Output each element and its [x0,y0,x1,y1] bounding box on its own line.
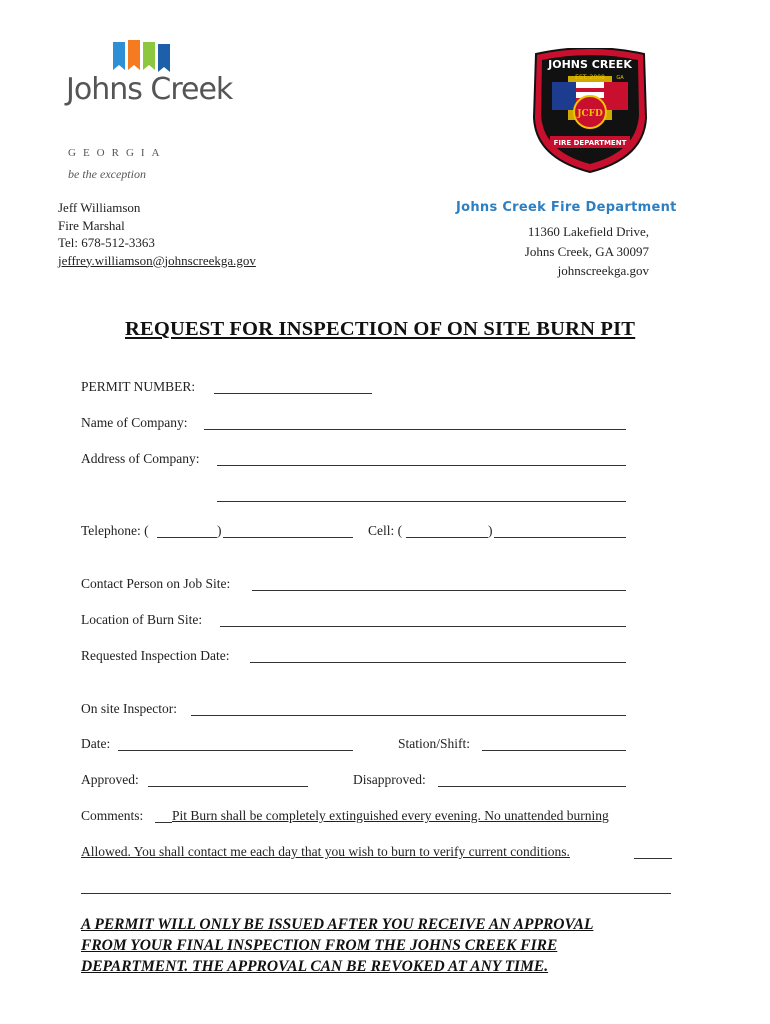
badge-monogram: JCFD [577,109,603,119]
onsite-inspector-label: On site Inspector: [81,701,177,716]
logo-city-name: Johns Creek [66,72,233,107]
cell-close-paren: ) [488,523,493,538]
disapproved-field[interactable] [438,786,626,787]
station-shift-field[interactable] [482,750,626,751]
cell-number-field[interactable] [494,537,626,538]
address-line-2: Johns Creek, GA 30097 [524,243,649,259]
badge-top-text: JOHNS CREEK [548,58,632,71]
telephone-number-field[interactable] [223,537,353,538]
fire-department-badge-icon [528,48,652,174]
fire-marshal-contact [58,199,256,269]
address-line-1: 11360 Lakefield Drive, [527,224,649,239]
flag-banners-icon [113,40,173,76]
notice-line-1: A PERMIT WILL ONLY BE ISSUED AFTER YOU RECEIVE AN APPROVAL [81,916,594,933]
logo-tagline: be the exception [68,167,146,181]
telephone-label: Telephone: ( [81,523,149,538]
inspection-date-label: Requested Inspection Date: [81,648,230,663]
contact-person-field[interactable] [252,590,626,591]
contact-email-link[interactable]: jeffrey.williamson@johnscreekga.gov [58,252,256,268]
comments-label: Comments: [81,808,144,823]
permit-number-field[interactable] [214,393,372,394]
cell-label: Cell: ( [368,523,403,538]
permit-number-label: PERMIT NUMBER: [81,379,196,394]
approved-field[interactable] [148,786,308,787]
notice-line-2: FROM YOUR FINAL INSPECTION FROM THE JOHNS CREEK FIRE [81,937,558,954]
contact-phone: Tel: 678-512-3363 [58,235,155,250]
comments-line-1: Pit Burn shall be completely extinguished every evening. No unattended burning [172,808,609,823]
disapproved-label: Disapproved: [353,772,426,787]
logo-state-name: GEORGIA [68,147,167,159]
company-address-label: Address of Company: [81,451,200,466]
comments-trail-line [634,858,672,859]
badge-est-text: EST. 2008 [575,74,605,81]
station-shift-label: Station/Shift: [398,736,471,751]
department-website: johnscreekga.gov [557,263,649,278]
company-address-field[interactable] [217,465,626,466]
inspection-date-field[interactable] [250,662,626,663]
department-address [525,222,649,281]
telephone-close-paren: ) [217,523,222,538]
date-field[interactable] [118,750,353,751]
contact-name: Jeff Williamson [58,200,141,215]
company-name-label: Name of Company: [81,415,188,430]
form-title: REQUEST FOR INSPECTION OF ON SITE BURN PIT [125,318,636,340]
contact-person-label: Contact Person on Job Site: [81,576,231,591]
notice-line-3: DEPARTMENT. THE APPROVAL CAN BE REVOKED AT ANY TIME. [81,958,549,975]
company-address-field-line-2[interactable] [217,501,626,502]
burn-site-location-label: Location of Burn Site: [81,612,203,627]
cell-area-code-field[interactable] [406,537,488,538]
department-title: Johns Creek Fire Department [456,200,677,215]
company-name-field[interactable] [204,429,626,430]
telephone-area-code-field[interactable] [157,537,217,538]
comments-lead-line [155,822,172,823]
approved-label: Approved: [81,772,139,787]
badge-bottom-text: FIRE DEPARTMENT [553,139,627,147]
date-label: Date: [81,736,111,751]
onsite-inspector-field[interactable] [191,715,626,716]
burn-site-location-field[interactable] [220,626,626,627]
comments-extra-line[interactable] [81,893,671,894]
contact-title: Fire Marshal [58,217,125,233]
approval-notice [81,914,691,977]
comments-line-2: Allowed. You shall contact me each day that you wish to burn to verify current conditions. [81,844,570,859]
badge-state-text: GA [616,75,624,81]
